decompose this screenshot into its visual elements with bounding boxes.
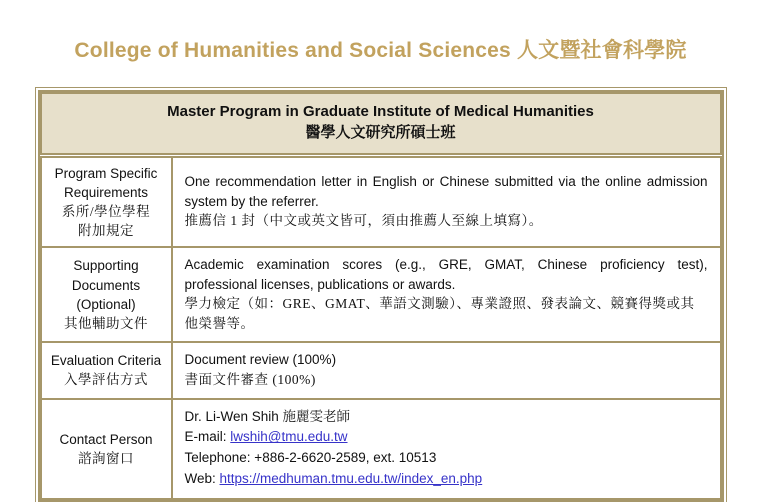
program-title-zh: 醫學人文研究所碩士班 xyxy=(305,124,456,141)
table-header xyxy=(41,93,721,155)
program-title-en: Master Program in Graduate Institute of Medical Humanities xyxy=(167,103,594,120)
row-label-supporting-documents xyxy=(41,247,172,342)
email-label: E-mail: xyxy=(184,429,231,445)
label-line: Evaluation Criteria xyxy=(50,353,162,369)
row-label-program-specific-requirements xyxy=(41,155,172,247)
email-link[interactable]: lwshih@tmu.edu.tw xyxy=(230,429,348,445)
page-title: College of Humanities and Social Sciences 人文暨社會科學院 xyxy=(74,39,687,62)
label-line: Supporting xyxy=(73,258,139,274)
evaluation-text-en: Document review (100%) xyxy=(184,352,337,368)
label-line-zh: 諮詢窗口 xyxy=(78,450,134,466)
evaluation-text-zh: 書面文件審查 (100%) xyxy=(184,371,316,387)
label-line: (Optional) xyxy=(76,296,136,312)
table-header-row xyxy=(41,93,721,155)
row-program-specific-requirements xyxy=(41,155,721,247)
row-label-contact-person xyxy=(41,399,172,500)
content-supporting-documents xyxy=(172,247,721,342)
contact-email-line xyxy=(185,427,708,448)
label-line: Documents xyxy=(71,277,141,293)
label-line: Requirements xyxy=(63,184,149,200)
program-table-wrapper xyxy=(38,90,724,502)
requirement-text-zh: 推薦信 1 封（中文或英文皆可，須由推薦人至線上填寫）。 xyxy=(184,213,543,229)
row-evaluation-criteria xyxy=(41,342,721,398)
label-line-zh: 其他輔助文件 xyxy=(64,315,148,331)
program-table xyxy=(40,92,722,500)
supporting-docs-text-zh: 學力檢定（如：GRE、GMAT、華語文測驗）、專業證照、發表論文、競賽得獎或其他榮譽等。 xyxy=(184,296,695,331)
content-contact-person xyxy=(172,399,721,500)
row-supporting-documents xyxy=(41,247,721,342)
requirement-text-en: One recommendation letter in English or Chinese submitted via the online admission system by the referrer. xyxy=(184,173,708,209)
label-line-zh: 入學評估方式 xyxy=(64,372,148,388)
label-line: Contact Person xyxy=(59,431,153,447)
web-label: Web: xyxy=(184,471,220,487)
contact-telephone: Telephone: +886-2-6620-2589, ext. 10513 xyxy=(184,450,437,466)
contact-name: Dr. Li-Wen Shih 施麗雯老師 xyxy=(184,408,351,424)
row-contact-person xyxy=(41,399,721,500)
label-line-zh: 系所/學位學程 xyxy=(61,203,151,219)
web-link[interactable]: https://medhuman.tmu.edu.tw/index_en.php xyxy=(219,471,483,487)
content-evaluation-criteria xyxy=(172,342,721,398)
content-program-specific-requirements xyxy=(172,155,721,247)
contact-web-line xyxy=(185,469,708,490)
row-label-evaluation-criteria xyxy=(41,342,172,398)
label-line: Program Specific xyxy=(54,165,158,181)
label-line-zh: 附加規定 xyxy=(78,222,134,238)
supporting-docs-text-en: Academic examination scores (e.g., GRE, GMAT, Chinese proficiency test), professional licenses, publications or awards. xyxy=(184,257,708,292)
